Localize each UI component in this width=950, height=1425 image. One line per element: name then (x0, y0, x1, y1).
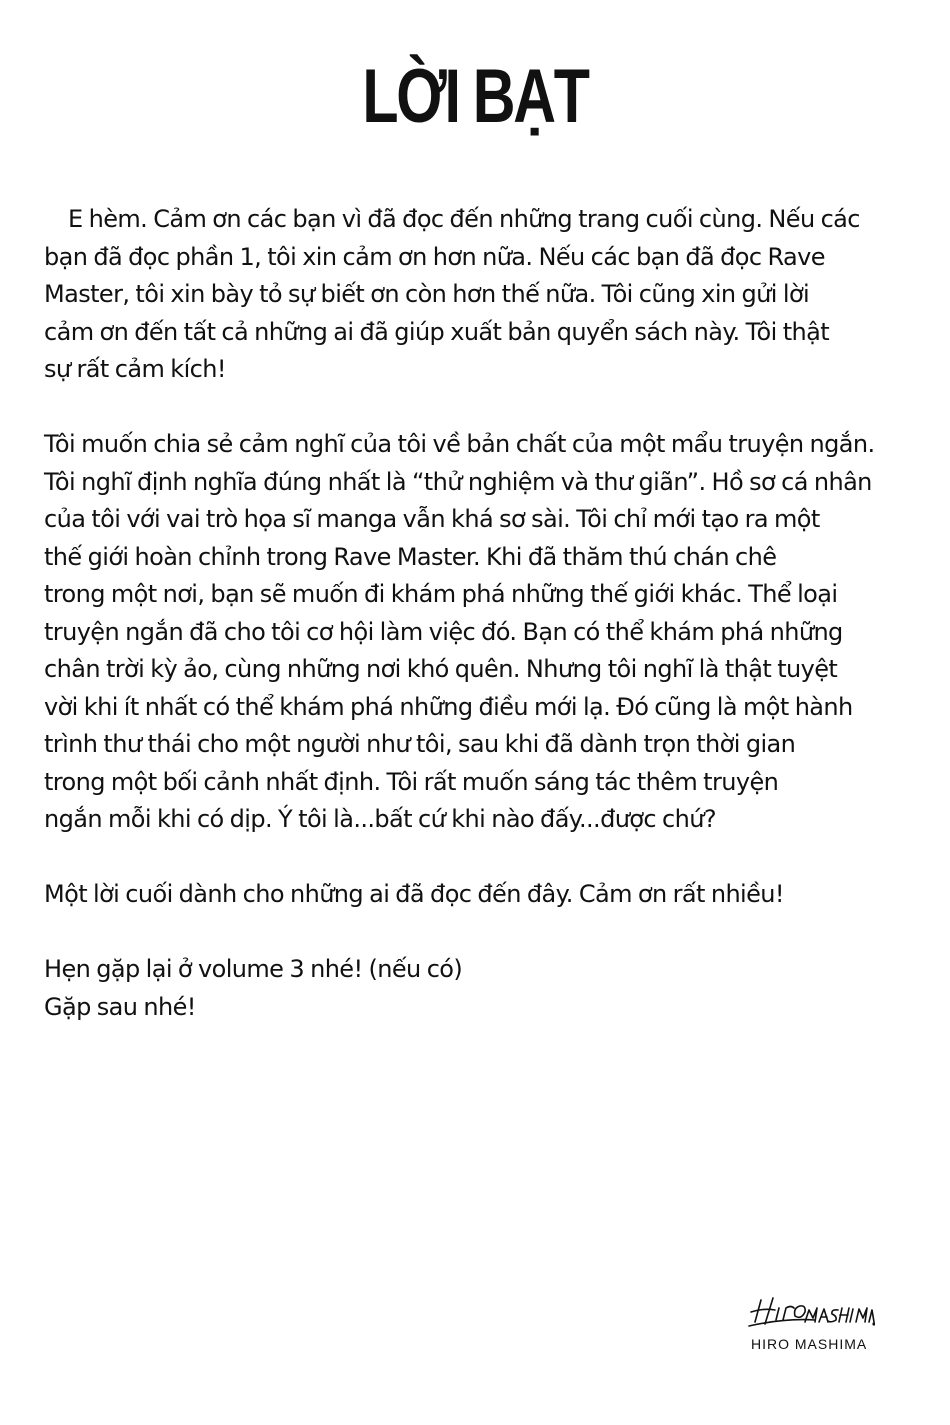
author-signature (745, 1292, 875, 1362)
paragraph-text: Tôi muốn chia sẻ cảm nghĩ của tôi về bản chất của một mẩu truyện ngắn. Tôi nghĩ định nghĩa đúng nhất là “thử nghiệm và thư giãn”. Hồ sơ cá nhân của tôi với vai trò họa sĩ manga vẫn khá sơ sài. Tôi chỉ mới tạo ra một thế giới hoàn chỉnh trong Rave Master. Khi đã thăm thú chán chê trong một nơi, bạn sẽ muốn đi khám phá những thế giới khác. Thể loại truyện ngắn đã cho tôi cơ hội làm việc đó. Bạn có thể khám phá những chân trời kỳ ảo, cùng những nơi khó quên. Nhưng tôi nghĩ là thật tuyệt vời khi ít nhất có thể khám phá những điều mới lạ. Đó cũng là một hành trình thư thái cho một người như tôi, sau khi đã dành trọn thời gian trong một bối cảnh nhất định. Tôi rất muốn sáng tác thêm truyện ngắn mỗi khi có dịp. Ý tôi là...bất cứ khi nào đấy...được chứ? (44, 430, 875, 833)
paragraph-text: Hẹn gặp lại ở volume 3 nhé! (nếu có) Gặp sau nhé! (44, 955, 463, 1021)
paragraph-short-stories (44, 426, 912, 839)
paragraph-farewell (44, 951, 912, 1026)
paragraph-final-word (44, 876, 912, 914)
author-name: HIRO MASHIMA (751, 1336, 868, 1352)
handwritten-signature-icon (745, 1292, 875, 1336)
paragraph-text: Một lời cuối dành cho những ai đã đọc đến đây. Cảm ơn rất nhiều! (44, 880, 784, 908)
page-title: LỜI BẠT (362, 54, 588, 139)
paragraph-text: E hèm. Cảm ơn các bạn vì đã đọc đến những trang cuối cùng. Nếu các bạn đã đọc phần 1, tôi xin cảm ơn hơn nữa. Nếu các bạn đã đọc Rave Master, tôi xin bày tỏ sự biết ơn còn hơn thế nữa. Tôi cũng xin gửi lời cảm ơn đến tất cả những ai đã giúp xuất bản quyển sách này. Tôi thật sự rất cảm kích! (44, 205, 860, 383)
paragraph-thanks (44, 201, 912, 389)
